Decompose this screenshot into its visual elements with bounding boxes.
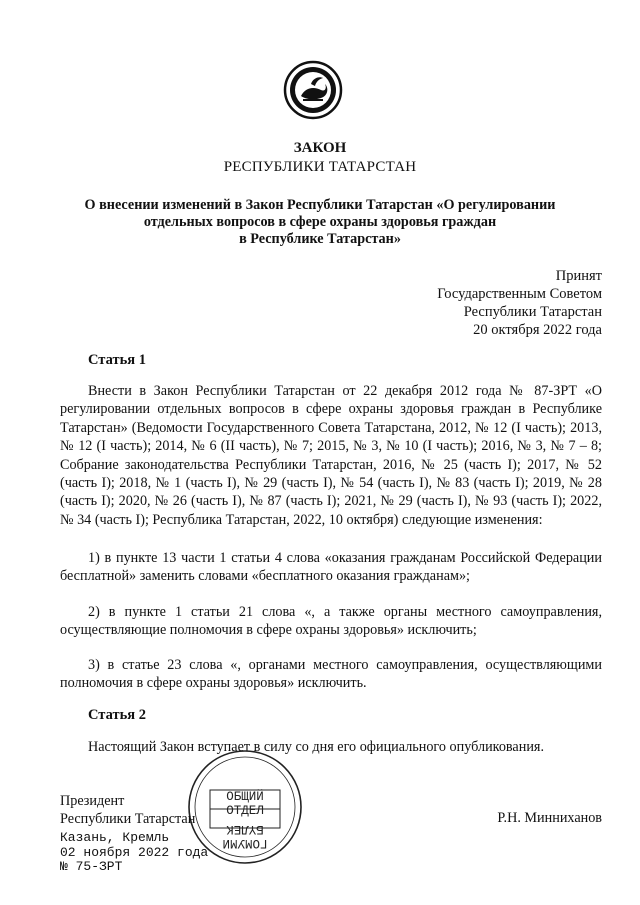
signatory-position-line: Президент xyxy=(60,793,125,809)
stamp-line: ГОМУМИ xyxy=(222,836,268,850)
registration-number: № 75-ЗРТ xyxy=(60,859,123,874)
article-1-heading: Статья 1 xyxy=(88,352,146,368)
law-name-line: О внесении изменений в Закон Республики Татарстан «О регулировании xyxy=(84,197,556,213)
article-1-item: 2) в пункте 1 статьи 21 слова «, а также органы местного самоуправления, осуществляющие полномочия в сфере охраны здоровья» исключить; xyxy=(60,604,602,639)
article-1-item: 1) в пункте 13 части 1 статьи 4 слова «оказания гражданам Российской Федерации бесплатной» заменить словами «бесплатного оказания гражданам»; xyxy=(60,550,602,585)
stamp-line: БҮЛЕК xyxy=(226,822,264,836)
article-2-heading: Статья 2 xyxy=(88,707,146,723)
adoption-line: Республики Татарстан xyxy=(463,304,602,320)
signatory-position-line: Республики Татарстан xyxy=(60,811,196,827)
signatory-name: Р.Н. Минниханов xyxy=(497,810,602,826)
adoption-line: Государственным Советом xyxy=(437,286,602,302)
adoption-block xyxy=(437,267,602,339)
law-name-line: в Республике Татарстан» xyxy=(239,231,401,247)
law-name xyxy=(0,197,640,248)
stamp-line: ОБЩИЙ xyxy=(226,790,264,804)
article-1-intro: Внести в Закон Республики Татарстан от 22 декабря 2012 года № 87-ЗРТ «О регулировании отдельных вопросов в сфере охраны здоровья граждан в Республике Татарстан» (Ведомости Государственного Совета Татарстана, 2012, № 12 (I часть); 2013, № 12 (I часть); 2014, № 6 (II часть), № 7; 2015, № 3, № 10 (I часть); 2016, № 3, № 7 – 8; Собрание законодательства Республики Татарстан, 2016, № 25 (часть I); 2017, № 52 (часть I); 2018, № 1 (часть I), № 29 (часть I), № 54 (часть I), № 83 (часть I); 2019, № 28 (часть I); 2020, № 26 (часть I), № 87 (часть I); 2021, № 29 (часть I), № 93 (часть I); 2022, № 34 (часть I); Республика Татарстан, 2022, 10 октября) следующие изменения: xyxy=(60,383,602,528)
law-name-line: отдельных вопросов в сфере охраны здоровья граждан xyxy=(143,214,497,230)
document-title: ЗАКОН xyxy=(293,140,347,156)
registration-block xyxy=(60,831,208,875)
article-2-text: Настоящий Закон вступает в силу со дня его официального опубликования. xyxy=(88,739,544,755)
registration-date: 02 ноября 2022 года xyxy=(60,844,209,860)
tatarstan-emblem-icon xyxy=(283,60,343,120)
signatory-position xyxy=(60,792,195,828)
article-1-item: 3) в статье 23 слова «, органами местного самоуправления, осуществляющими полномочия в сфере охраны здоровья» исключить. xyxy=(60,657,602,692)
registration-place: Казань, Кремль xyxy=(60,830,170,845)
adoption-date: 20 октября 2022 года xyxy=(473,322,602,338)
stamp-line: ОТДЕЛ xyxy=(226,804,264,818)
document-subtitle: РЕСПУБЛИКИ ТАТАРСТАН xyxy=(223,159,417,175)
adoption-line: Принят xyxy=(555,268,602,284)
